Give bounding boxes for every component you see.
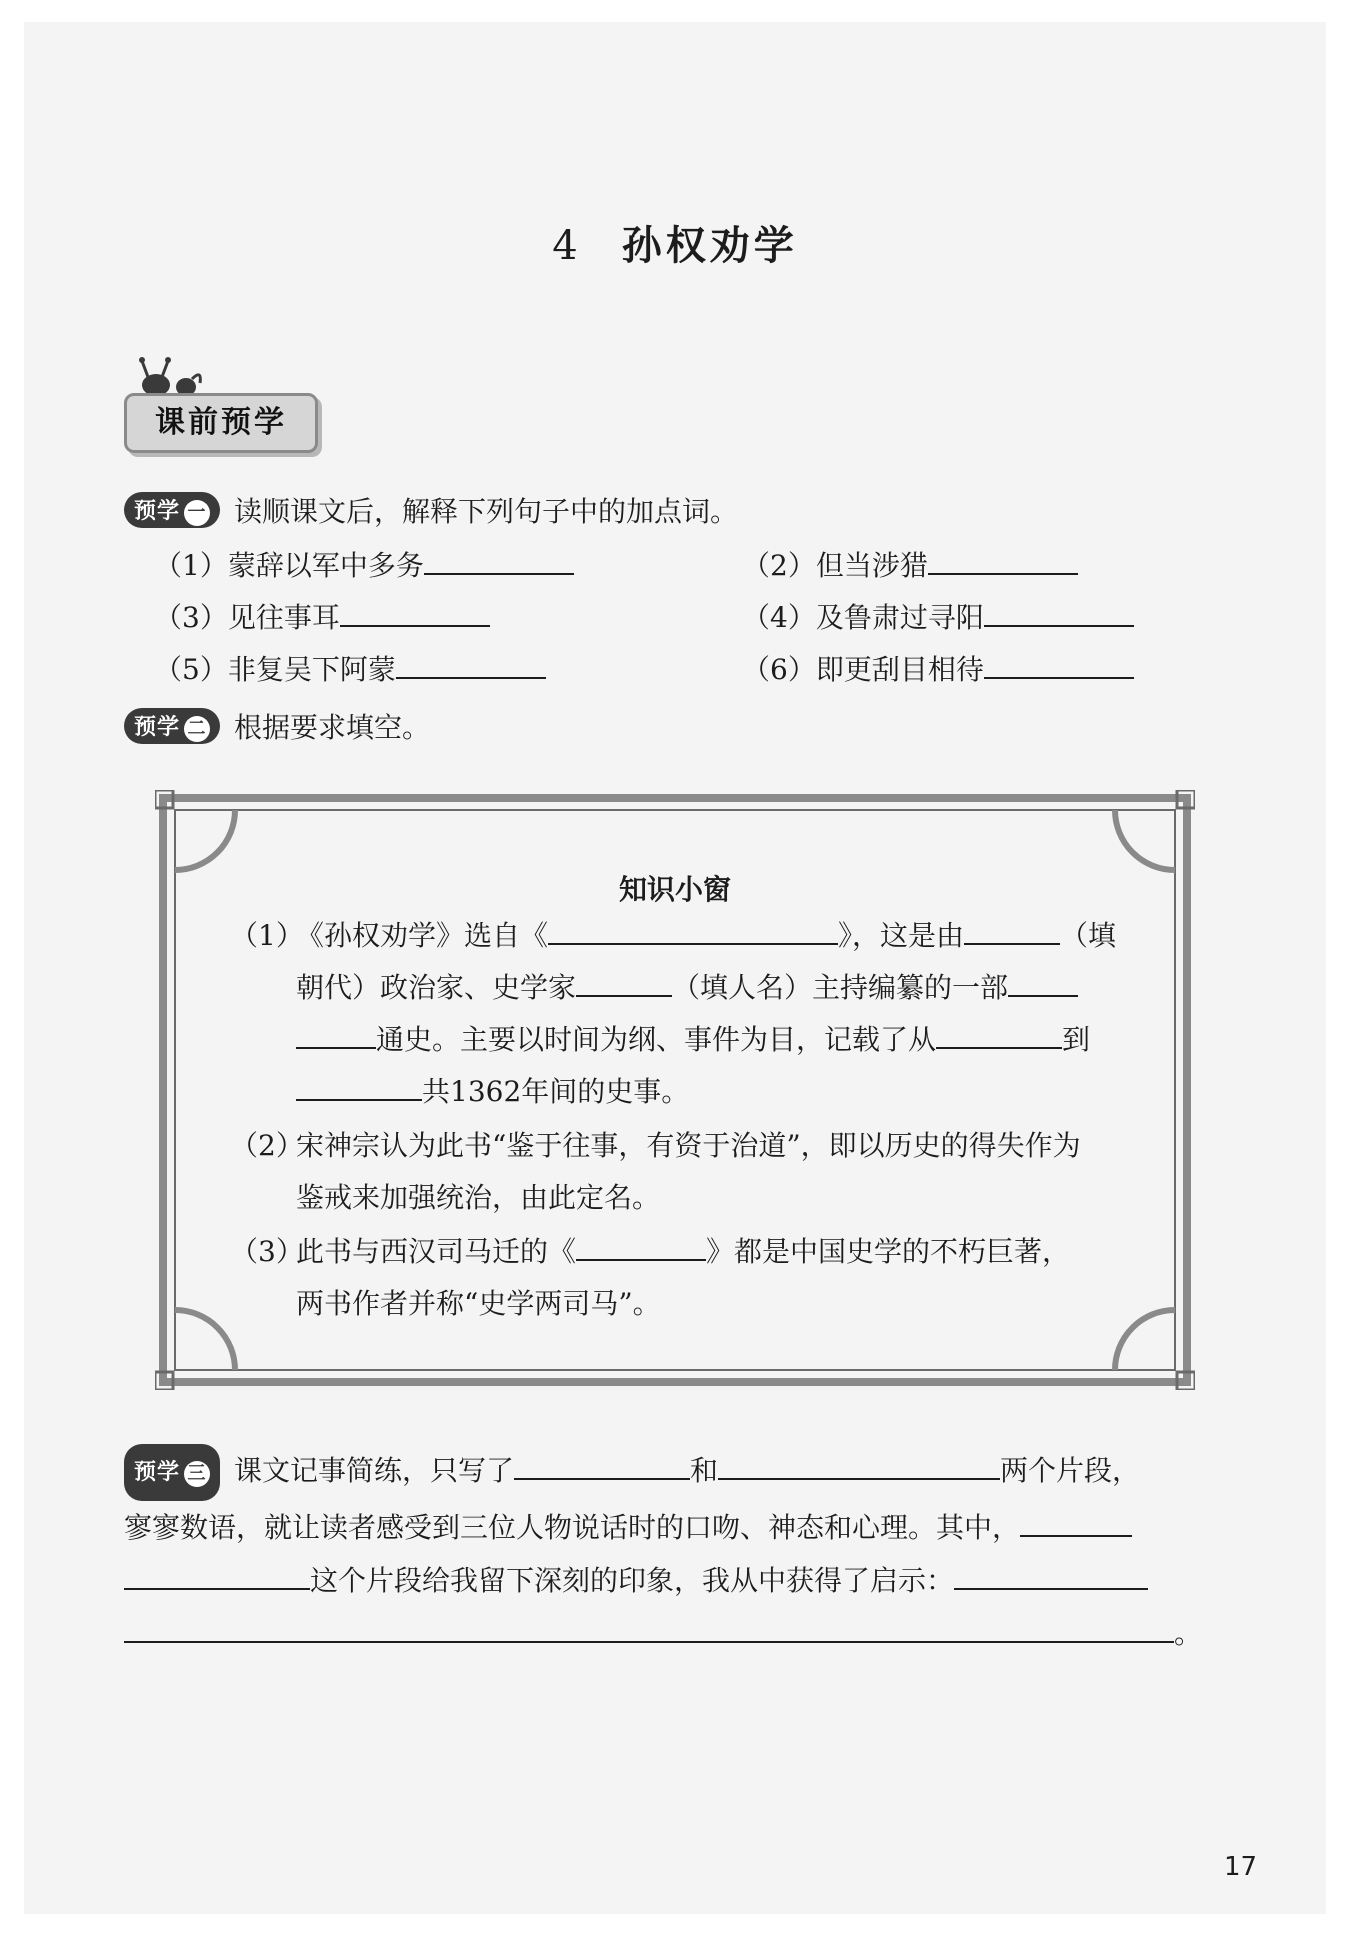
answer-blank[interactable] (1020, 1507, 1132, 1537)
cartoon-critters-icon (134, 355, 214, 397)
answer-blank[interactable] (124, 1613, 1174, 1643)
q1-item-5: （5）非复吴下阿蒙 (154, 648, 546, 688)
q1-item-1: （1）蒙辞以军中多务 (154, 544, 574, 584)
answer-blank[interactable] (1008, 967, 1078, 997)
page-number: 17 (1224, 1852, 1258, 1882)
q3-tag: 预学 三 (124, 1444, 220, 1501)
knowledge-box-title: 知识小窗 (618, 873, 731, 906)
answer-blank[interactable] (984, 649, 1134, 679)
answer-blank[interactable] (124, 1560, 310, 1590)
q2-heading (124, 706, 430, 746)
answer-blank[interactable] (548, 915, 838, 945)
q1-heading (124, 490, 738, 530)
answer-blank[interactable] (936, 1019, 1062, 1049)
answer-blank[interactable] (424, 545, 574, 575)
q2-tag: 预学 二 (124, 708, 220, 744)
answer-blank[interactable] (296, 1071, 422, 1101)
q1-tag: 预学 一 (124, 492, 220, 528)
box-item-1: （1） 《孙权劝学》选自《 》，这是由 （填 朝代）政治家、史学家 （填人名）主持编纂的一部 通史。主要以时间为纲、事件为目，记载了从 到 共1362年间的史事。 (296, 910, 1176, 1118)
answer-blank[interactable] (396, 649, 546, 679)
answer-blank[interactable] (514, 1450, 690, 1480)
box-item-3: （3） 此书与西汉司马迁的《 》都是中国史学的不朽巨著， 两书作者并称“史学两司马”。 (296, 1226, 1176, 1330)
q2-instruction: 根据要求填空。 (234, 711, 431, 744)
answer-blank[interactable] (964, 915, 1060, 945)
q1-item-4: （4）及鲁肃过寻阳 (742, 596, 1134, 636)
answer-blank[interactable] (576, 967, 672, 997)
q1-item-2: （2）但当涉猎 (742, 544, 1078, 584)
q1-item-3: （3）见往事耳 (154, 596, 490, 636)
answer-blank[interactable] (718, 1450, 1000, 1480)
q1-instruction: 读顺课文后，解释下列句子中的加点词。 (234, 495, 739, 528)
answer-blank[interactable] (296, 1019, 376, 1049)
answer-blank[interactable] (340, 597, 490, 627)
page-title (0, 214, 1350, 271)
answer-blank[interactable] (984, 597, 1134, 627)
answer-blank[interactable] (928, 545, 1078, 575)
box-item-2: （2） 宋神宗认为此书“鉴于往事，有资于治道”，即以历史的得失作为 鉴戒来加强统治，由此定名。 (230, 1129, 1081, 1214)
lesson-name: 孙权劝学 (621, 222, 798, 269)
answer-blank[interactable] (954, 1560, 1148, 1590)
answer-blank[interactable] (576, 1231, 706, 1261)
q1-item-6: （6）即更刮目相待 (742, 648, 1134, 688)
lesson-number: 4 (552, 223, 582, 269)
section-badge: 课前预学 (124, 393, 318, 453)
q3-block: 预学 三 课文记事简练，只写了 和 两个片段， 寥寥数语，就让读者感受到三位人物说话时的口吻、神态和心理。其中， 这个片段给我留下深刻的印象，我从中获得了启示： 。 (124, 1444, 1198, 1660)
